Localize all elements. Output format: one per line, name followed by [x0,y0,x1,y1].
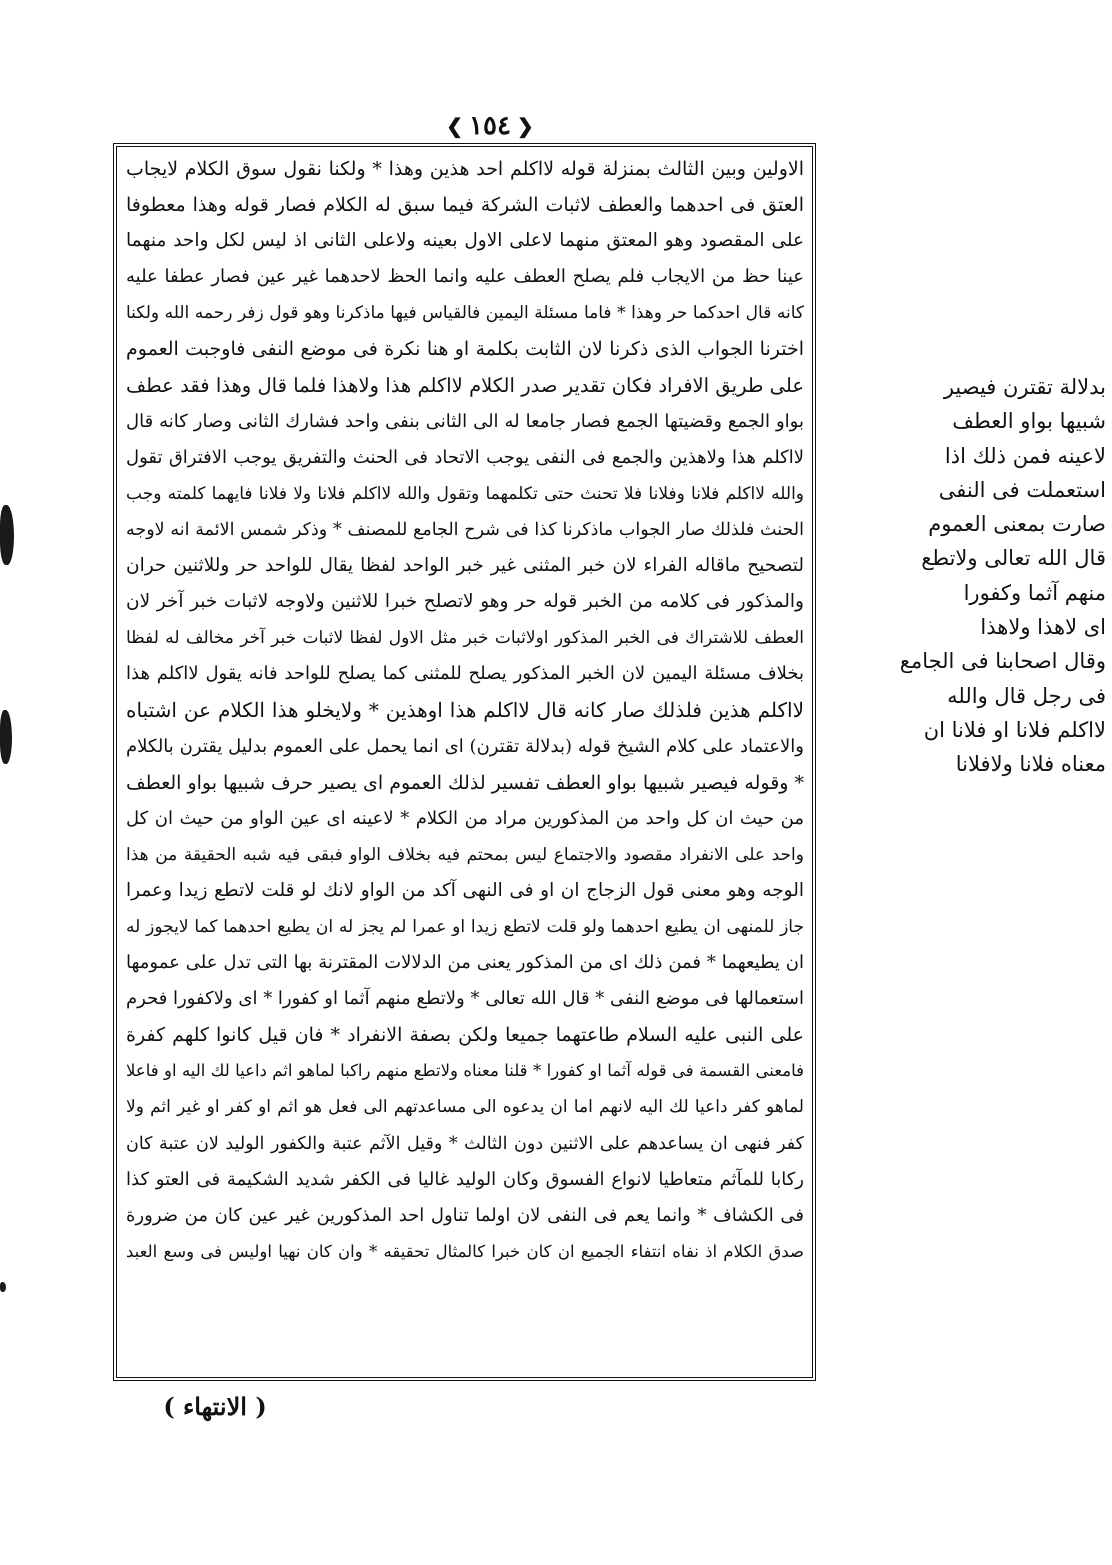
text-line: لماهو كفر داعيا لك اليه لانهم اما ان يدعوه الى مساعدتهم الى فعل هو اثم او كفر او غير اثم ولا [126,1097,804,1118]
text-line: فى الكشاف * وانما يعم فى النفى لان اولما تناول احد المذكورين غير عين كان من ضرورة [126,1204,804,1226]
text-line: الوجه وهو معنى قول الزجاج ان او فى النهى آكد من الواو لانك لو قلت لاتطع زيدا وعمرا [126,879,804,901]
text-line: ان يطيعهما * فمن ذلك اى من المذكور يعنى من الدلالات المقترنة بها التى تدل على عمومها [126,952,804,974]
text-line: واحد على الانفراد مقصود والاجتماع ليس بمحتم فيه بخلاف الواو فبقى فيه شبه الحقيقة من هذا [126,844,804,865]
margin-note-line: بدلالة تقترن فيصير [943,375,1106,399]
text-line: كفر فنهى ان يساعدهم على الاثنين دون الثالث * وقيل الآثم عتبة والكفور الوليد لان عتبة كان [126,1133,804,1154]
ornament-right-icon: ❯ [516,114,534,138]
margin-note-line: لاعينه فمن ذلك اذا [944,443,1106,468]
text-line: على النبى عليه السلام طاعتهما جميعا ولكن بصفة الانفراد * فان قيل كانوا كلهم كفرة [126,1024,804,1047]
text-line: جاز للمنهى ان يطيع احدهما ولو قلت لاتطع زيدا او عمرا لم يجز له ان يطيع احدهما كما لايجوز له [126,916,804,937]
text-line: اخترنا الجواب الذى ذكرنا لان الثابت بكلمة او هنا نكرة فى موضع النفى فاوجبت العموم [126,338,804,361]
text-line: لااكلم هذا ولاهذين والجمع فى النفى يوجب الاتحاد فى الحنث والتفريق يوجب الافتراق تقول [126,446,804,468]
margin-note-line: وقال اصحابنا فى الجامع [899,649,1106,674]
text-line: والمذكور فى كلامه من الخبر قوله حر وهو لاتصلح خبرا للاثنين ولاوجه لاثبات خبر آخر لان [126,591,804,613]
edge-stain [0,505,14,565]
text-line: استعمالها فى موضع النفى * قال الله تعالى * ولاتطع منهم آثما او كفورا * اى ولاكفورا فحرم [126,988,804,1010]
margin-note [818,370,1110,782]
text-line: بواو الجمع وقضيتها الجمع فصار جامعا له الى الثانى بنفى واحد فشارك الثانى وصار كانه قال [126,410,804,432]
text-line: ركابا للمآثم متعاطيا لانواع الفسوق وكان الوليد غاليا فى الكفر شديد الشكيمة فى العتو كذا [126,1168,804,1190]
margin-note-line: اى لاهذا ولاهذا [980,615,1106,640]
text-line: عينا حظ من الايجاب فلم يصلح العطف عليه وانما الحظ لاحدهما غير عين فصار عطفا عليه [126,266,804,288]
text-line: لتصحيح ماقاله الفراء لان خبر المثنى غير خبر الواحد لفظا يقال للواحد حر وللاثنين حران [126,555,804,577]
text-line: العطف للاشتراك فى الخبر المذكور اولاثبات خبر مثل الاول لفظا لاثبات خبر آخر مخالف له لفظا [126,628,804,649]
page-number [440,106,540,146]
margin-note-line: صارت بمعنى العموم [928,512,1106,537]
text-line: والاعتماد على كلام الشيخ قوله (بدلالة تقترن) اى انما يحمل على العموم بدليل يقترن بالكلام [126,735,804,757]
margin-note-line: شبيها بواو العطف [952,409,1106,434]
text-line: والله لااكلم فلانا وفلانا فلا تحنث حتى تكلمهما وتقول والله لااكلم فلانا ولا فلانا فايهما كلمته وجب [126,483,804,504]
margin-note-line: منهم آثما وكفورا [963,580,1106,605]
text-line: العتق فى احدهما والعطف لاثبات الشركة فيما سبق له الكلام فصار قوله وهذا معطوفا [126,194,804,217]
text-line: فامعنى القسمة فى قوله آثما او كفورا * قلنا معناه ولاتطع منهم راكبا لماهو اثم داعيا لك اليه او فاعلا [126,1061,804,1081]
end-label: ( الانتهاء ) [163,1392,267,1421]
page-number-value: ١٥٤ [469,111,511,141]
margin-note-line: لااكلم فلانا او فلانا ان [923,717,1106,742]
edge-stain [0,1282,6,1292]
text-line: الاولين وبين الثالث بمنزلة قوله لااكلم احد هذين وهذا * ولكنا نقول سوق الكلام لايجاب [126,158,804,180]
text-line: الحنث فلذلك صار الجواب ماذكرنا كذا فى شرح الجامع للمصنف * وذكر شمس الائمة انه لاوجه [126,519,804,540]
text-line: لااكلم هذين فلذلك صار كانه قال لااكلم هذا اوهذين * ولايخلو هذا الكلام عن اشتباه [126,698,804,723]
ornament-left-icon: ❮ [446,114,464,138]
text-line: صدق الكلام اذ نفاه انتفاء الجميع ان كان خبرا كالمثال تحقيقه * وان كان نهيا اوليس فى وسع العبد [126,1241,804,1261]
margin-note-line: معناه فلانا ولافلانا [955,752,1106,777]
edge-stain [0,710,12,764]
text-line: بخلاف مسئلة اليمين لان الخبر المذكور يصلح للمثنى كما يصلح للواحد فانه يقول لااكلم هذا [126,663,804,685]
text-line: * وقوله فيصير شبيها بواو العطف تفسير لذلك العموم اى يصير حرف شبيها بواو العطف [126,771,804,794]
text-line: من حيث ان كل واحد من المذكورين مراد من الكلام * لاعينه اى عين الواو من حيث ان كل [126,807,804,829]
margin-note-line: فى رجل قال والله [947,683,1106,708]
text-line: على طريق الافراد فكان تقدير صدر الكلام لااكلم هذا ولاهذا فلما قال وهذا فقد عطف [126,373,804,397]
main-text-block [120,149,810,1375]
margin-note-line: قال الله تعالى ولاتطع [921,546,1106,571]
text-line: كانه قال احدكما حر وهذا * فاما مسئلة اليمين فالقياس فيها ماذكرنا وهو قول زفر رحمه الله ولكنا [126,303,804,324]
margin-note-line: استعملت فى النفى [938,477,1106,502]
text-line: على المقصود وهو المعتق منهما لاعلى الاول بعينه ولاعلى الثانى اذ ليس لكل واحد منهما [126,230,804,252]
